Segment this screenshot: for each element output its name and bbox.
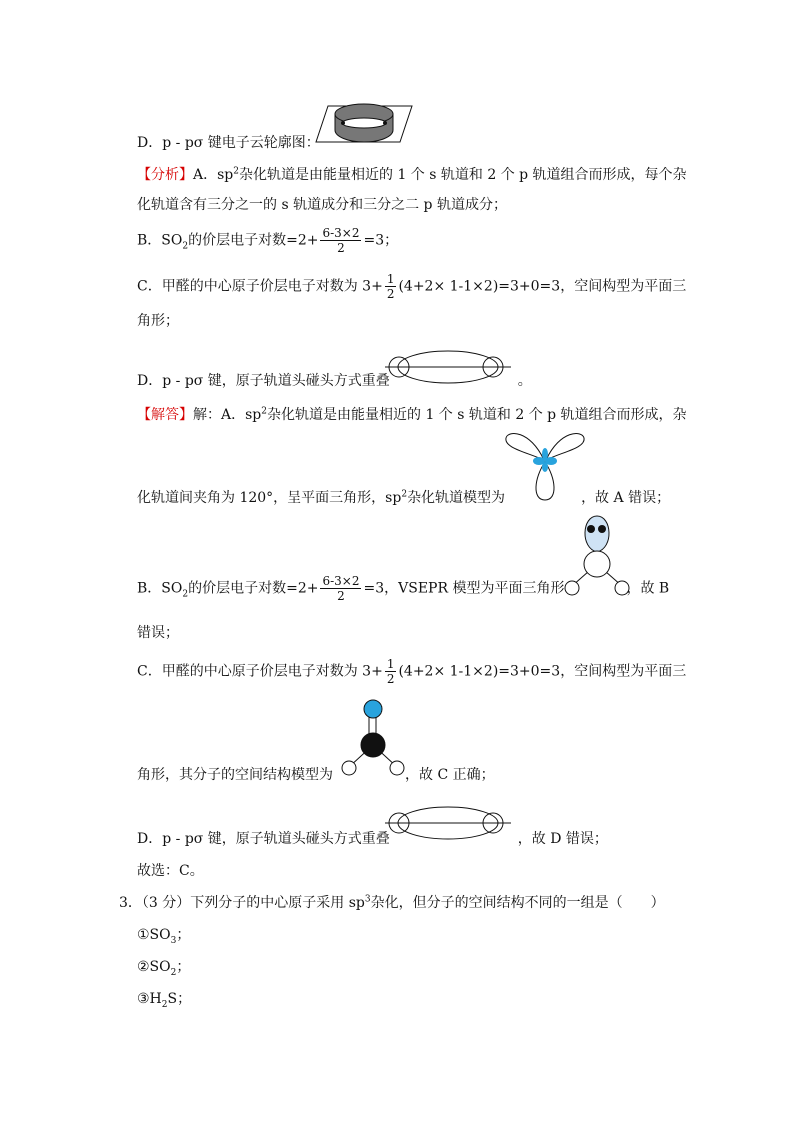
fraction: $\frac{6-3\times 2}{2}$: [322, 226, 360, 255]
answer-choice: 故选：C。: [137, 863, 204, 879]
question3-option-2[interactable]: $②SO_2$；: [137, 959, 191, 978]
answer-b-line1: B．$SO_2$的价层电子对数=2+ $\frac{6-3\times 2}{2}$ =3，VSEPR 模型为平面三角形 ，故 B: [137, 574, 670, 603]
analysis-a-line2: 化轨道含有三分之一的 s 轨道成分和三分之二 p 轨道成分；: [137, 197, 507, 213]
answer-a-line1: 【解答】解：A．$sp^2$杂化轨道是由能量相近的 1 个 s 轨道和 2 个 p 轨道组合而形成，杂: [137, 406, 687, 423]
question3-stem: 3．（3 分）下列分子的中心原子采用 $sp^3$杂化，但分子的空间结构不同的一组是（ ）: [119, 894, 665, 911]
pp-sigma-overlap-figure: [385, 350, 511, 384]
analysis-c-line2: 角形；: [137, 313, 179, 329]
question3-option-1[interactable]: $①SO_3$；: [137, 927, 191, 946]
answer-c-line2: 角形，其分子的空间结构模型为 ，故 C 正确；: [137, 767, 495, 783]
pp-sigma-overlap-figure-2: [385, 806, 511, 840]
analysis-a-line1: 【分析】A．$sp^2$杂化轨道是由能量相近的 1 个 s 轨道和 2 个 p 轨道组合而形成，每个杂: [137, 166, 687, 183]
analysis-tag: 【分析】: [137, 167, 193, 183]
pp-sigma-cloud-figure: [316, 100, 412, 150]
d-cloud-title: D．p - pσ 键电子云轮廓图：: [137, 135, 320, 151]
fraction: $\frac{1}{2}$: [386, 272, 395, 301]
answer-tag: 【解答】: [137, 407, 193, 423]
analysis-b: B．$SO_2$的价层电子对数=2+ $\frac{6-3\times 2}{2}$ =3；: [137, 226, 399, 255]
answer-d: D．p - pσ 键，原子轨道头碰头方式重叠 ，故 D 错误；: [137, 831, 608, 847]
answer-a-line2: 化轨道间夹角为 120°，呈平面三角形，$sp^2$杂化轨道模型为 ，故 A 错误；: [137, 489, 671, 506]
fraction: $\frac{6-3\times 2}{2}$: [322, 574, 360, 603]
answer-c-line1: C．甲醛的中心原子价层电子对数为 3+ $\frac{1}{2}$ (4+2× 1-1×2)=3+0=3，空间构型为平面三: [137, 657, 687, 686]
answer-b-line2: 错误；: [137, 625, 179, 641]
question3-option-3[interactable]: $③H_2S$；: [137, 991, 192, 1010]
fraction: $\frac{1}{2}$: [386, 657, 395, 686]
analysis-c-line1: C．甲醛的中心原子价层电子对数为 3+ $\frac{1}{2}$ (4+2× 1-1×2)=3+0=3，空间构型为平面三: [137, 272, 687, 301]
analysis-d: D．p - pσ 键，原子轨道头碰头方式重叠 。: [137, 373, 532, 389]
